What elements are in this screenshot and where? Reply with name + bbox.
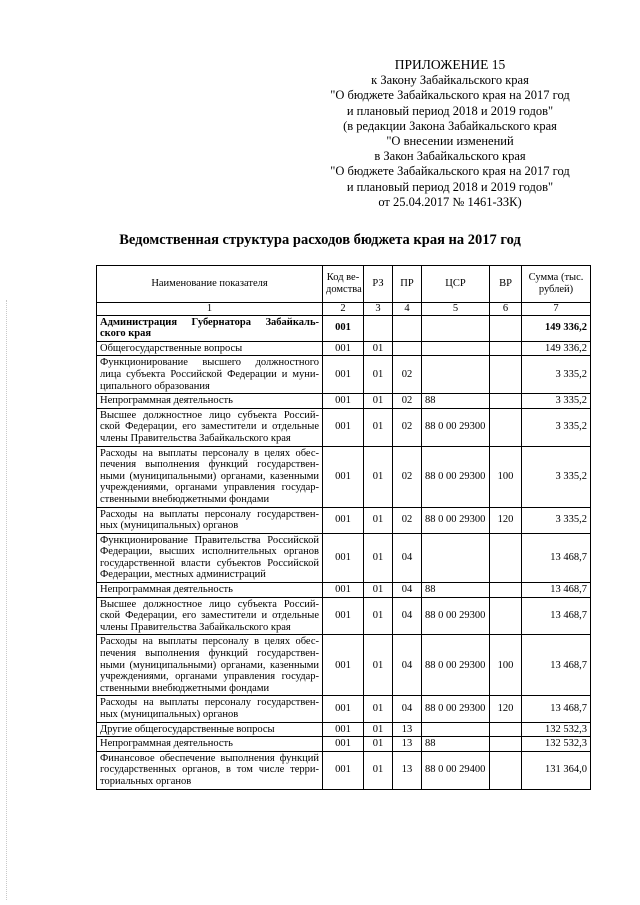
row-pr: 13 [393, 751, 422, 789]
row-code: 001 [323, 315, 364, 341]
appendix-line: от 25.04.2017 № 1461-ЗЗК) [378, 194, 522, 209]
row-sum: 149 336,2 [522, 341, 591, 356]
appendix-line: ПРИЛОЖЕНИЕ 15 [394, 57, 506, 72]
document-title: Ведомственная структура расходов бюджета края на 2017 год [119, 232, 521, 248]
appendix-line: "О бюджете Забайкальского края на 2017 год [330, 164, 570, 179]
row-name: Высшее должностное лицо субъекта Россий-ской Федерации, его заместители и отдельные члены Правительства Забайкальского края [97, 408, 323, 446]
table-row [97, 356, 591, 394]
row-pr: 04 [393, 533, 422, 582]
table-row [97, 751, 591, 789]
appendix-header [300, 57, 600, 210]
column-number: 4 [393, 303, 422, 316]
table-row [97, 533, 591, 582]
row-rz: 01 [364, 696, 393, 722]
row-sum: 3 335,2 [522, 356, 591, 394]
row-code: 001 [323, 507, 364, 533]
row-rz: 01 [364, 583, 393, 598]
column-number: 6 [490, 303, 522, 316]
row-csr: 88 0 00 29300 [422, 408, 490, 446]
scan-edge-line [6, 300, 7, 900]
row-vr [490, 737, 522, 752]
row-name: Финансовое обеспечение выполнения функций государственных органов, в том числе терри-ториальных органов [97, 751, 323, 789]
row-sum: 3 335,2 [522, 446, 591, 507]
row-code: 001 [323, 597, 364, 635]
row-csr [422, 722, 490, 737]
row-vr [490, 751, 522, 789]
row-rz: 01 [364, 722, 393, 737]
row-sum: 149 336,2 [522, 315, 591, 341]
row-vr [490, 394, 522, 409]
column-number: 1 [97, 303, 323, 316]
table-header-row [97, 266, 591, 303]
appendix-line: и плановый период 2018 и 2019 годов" [346, 103, 554, 118]
column-numbers-row [97, 303, 591, 316]
row-name: Функционирование Правительства Российской Федерации, высших исполнительных органов государственной власти субъектов Российской Федерации, местных администраций [97, 533, 323, 582]
row-code: 001 [323, 751, 364, 789]
row-rz: 01 [364, 446, 393, 507]
row-csr [422, 533, 490, 582]
row-sum: 132 532,3 [522, 737, 591, 752]
row-sum: 131 364,0 [522, 751, 591, 789]
row-code: 001 [323, 696, 364, 722]
row-vr [490, 356, 522, 394]
row-csr: 88 0 00 29300 [422, 597, 490, 635]
row-name: Непрограммная деятельность [97, 583, 323, 598]
row-sum: 3 335,2 [522, 507, 591, 533]
row-code: 001 [323, 533, 364, 582]
row-name: Непрограммная деятельность [97, 394, 323, 409]
row-sum: 13 468,7 [522, 533, 591, 582]
row-vr [490, 408, 522, 446]
header-vr: ВР [490, 266, 522, 303]
header-csr: ЦСР [422, 266, 490, 303]
row-code: 001 [323, 446, 364, 507]
header-name: Наименование показателя [97, 266, 323, 303]
appendix-line: к Закону Забайкальского края [371, 73, 529, 88]
appendix-line: в Закон Забайкальского края [374, 149, 526, 164]
row-name: Общегосударственные вопросы [97, 341, 323, 356]
appendix-line: "О бюджете Забайкальского края на 2017 год [330, 88, 570, 103]
table-row [97, 696, 591, 722]
row-name: Другие общегосударственные вопросы [97, 722, 323, 737]
row-rz: 01 [364, 356, 393, 394]
row-code: 001 [323, 408, 364, 446]
row-csr: 88 0 00 29300 [422, 446, 490, 507]
row-pr: 02 [393, 408, 422, 446]
row-pr: 04 [393, 696, 422, 722]
row-pr: 04 [393, 583, 422, 598]
row-pr: 02 [393, 446, 422, 507]
appendix-line: "О внесении изменений [386, 134, 514, 149]
row-vr [490, 722, 522, 737]
row-pr: 04 [393, 635, 422, 696]
table-row [97, 583, 591, 598]
table-row [97, 315, 591, 341]
row-csr [422, 315, 490, 341]
row-sum: 3 335,2 [522, 408, 591, 446]
table-row [97, 341, 591, 356]
row-code: 001 [323, 583, 364, 598]
row-rz: 01 [364, 635, 393, 696]
row-vr [490, 533, 522, 582]
table-row [97, 446, 591, 507]
table-row [97, 737, 591, 752]
row-name: Непрограммная деятельность [97, 737, 323, 752]
row-name: Функционирование высшего должностного лица субъекта Российской Федерации и муни-ципального образования [97, 356, 323, 394]
row-sum: 13 468,7 [522, 583, 591, 598]
row-vr: 100 [490, 635, 522, 696]
row-pr: 13 [393, 737, 422, 752]
row-name: Расходы на выплаты персоналу в целях обес-печения выполнения функций государствен-ными (муниципальными) органами, казенными учреждениями, органами управления государ-ственными внебюджетными фондами [97, 446, 323, 507]
row-vr: 120 [490, 507, 522, 533]
row-rz: 01 [364, 751, 393, 789]
row-pr: 02 [393, 394, 422, 409]
header-rz: РЗ [364, 266, 393, 303]
row-csr: 88 0 00 29300 [422, 635, 490, 696]
row-rz: 01 [364, 341, 393, 356]
row-rz: 01 [364, 597, 393, 635]
row-code: 001 [323, 356, 364, 394]
row-vr [490, 597, 522, 635]
column-number: 3 [364, 303, 393, 316]
row-rz: 01 [364, 394, 393, 409]
row-vr: 100 [490, 446, 522, 507]
row-code: 001 [323, 341, 364, 356]
row-csr: 88 0 00 29300 [422, 507, 490, 533]
row-csr: 88 0 00 29300 [422, 696, 490, 722]
row-csr: 88 [422, 737, 490, 752]
row-sum: 13 468,7 [522, 696, 591, 722]
row-csr [422, 356, 490, 394]
table-row [97, 408, 591, 446]
row-vr [490, 341, 522, 356]
table-row [97, 722, 591, 737]
row-rz: 01 [364, 533, 393, 582]
column-number: 2 [323, 303, 364, 316]
row-name: Расходы на выплаты персоналу государствен-ных (муниципальных) органов [97, 507, 323, 533]
row-sum: 3 335,2 [522, 394, 591, 409]
budget-table [96, 265, 591, 790]
row-name: Администрация Губернатора Забайкаль-ского края [97, 315, 323, 341]
row-vr [490, 315, 522, 341]
row-pr [393, 341, 422, 356]
row-code: 001 [323, 722, 364, 737]
row-csr [422, 341, 490, 356]
row-code: 001 [323, 635, 364, 696]
header-code: Код ве-домства [323, 266, 364, 303]
header-pr: ПР [393, 266, 422, 303]
row-vr: 120 [490, 696, 522, 722]
row-csr: 88 [422, 394, 490, 409]
row-csr: 88 [422, 583, 490, 598]
row-rz: 01 [364, 408, 393, 446]
table-row [97, 394, 591, 409]
row-pr: 04 [393, 597, 422, 635]
appendix-line: и плановый период 2018 и 2019 годов" [346, 179, 554, 194]
row-name: Высшее должностное лицо субъекта Россий-ской Федерации, его заместители и отдельные члены Правительства Забайкальского края [97, 597, 323, 635]
row-pr: 02 [393, 507, 422, 533]
table-row [97, 597, 591, 635]
row-rz [364, 315, 393, 341]
table-row [97, 507, 591, 533]
row-name: Расходы на выплаты персоналу государствен-ных (муниципальных) органов [97, 696, 323, 722]
column-number: 7 [522, 303, 591, 316]
row-rz: 01 [364, 737, 393, 752]
row-code: 001 [323, 737, 364, 752]
row-pr: 02 [393, 356, 422, 394]
row-sum: 132 532,3 [522, 722, 591, 737]
row-pr [393, 315, 422, 341]
row-name: Расходы на выплаты персоналу в целях обес-печения выполнения функций государствен-ными (муниципальными) органами, казенными учреждениями, органами управления государ-ственными внебюджетными фондами [97, 635, 323, 696]
table-row [97, 635, 591, 696]
row-csr: 88 0 00 29400 [422, 751, 490, 789]
appendix-line: (в редакции Закона Забайкальского края [343, 118, 557, 133]
row-sum: 13 468,7 [522, 635, 591, 696]
row-sum: 13 468,7 [522, 597, 591, 635]
row-rz: 01 [364, 507, 393, 533]
row-pr: 13 [393, 722, 422, 737]
row-vr [490, 583, 522, 598]
column-number: 5 [422, 303, 490, 316]
row-code: 001 [323, 394, 364, 409]
header-sum: Сумма (тыс. рублей) [522, 266, 591, 303]
